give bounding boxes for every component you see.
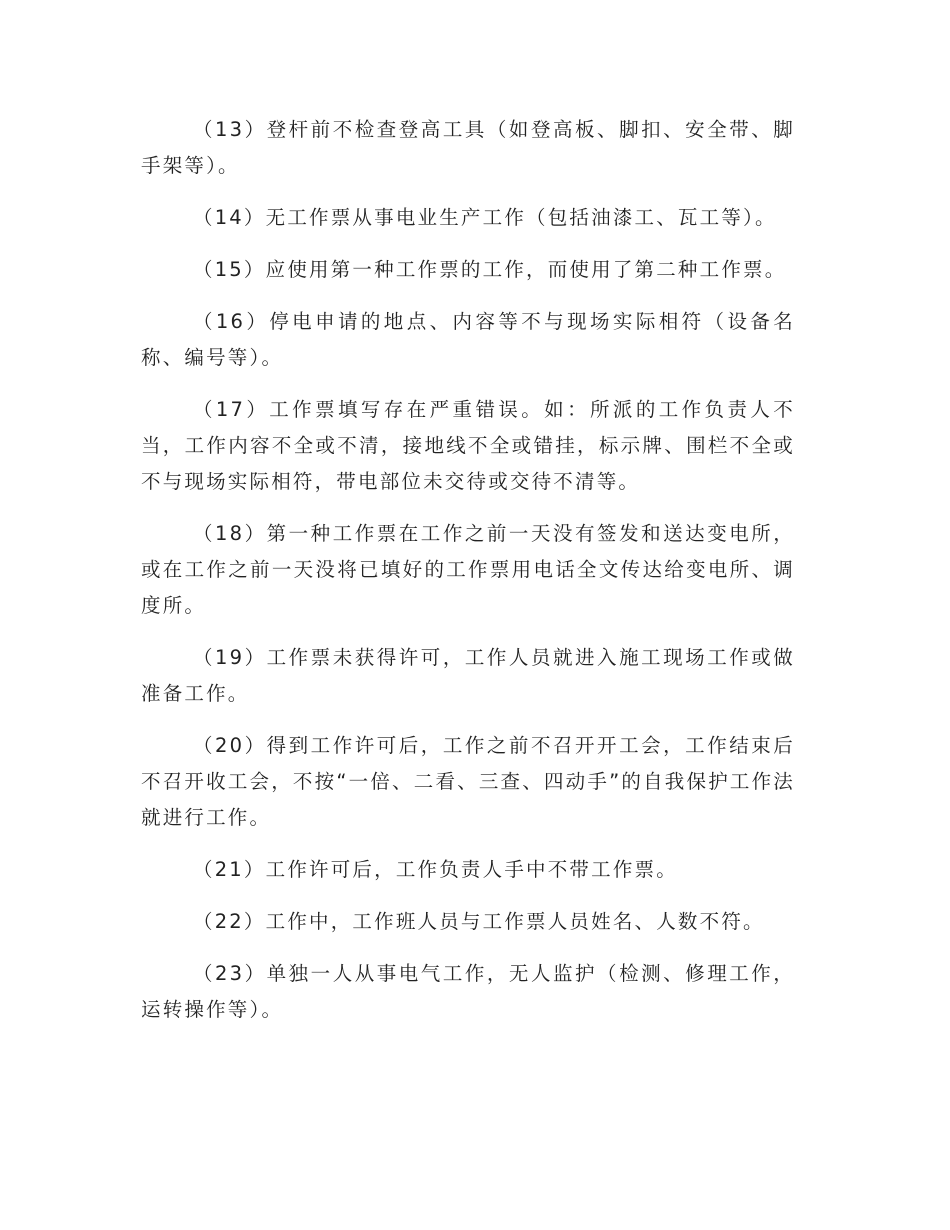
paragraph-18: （18）第一种工作票在工作之前一天没有签发和送达变电所，或在工作之前一天没将已填好的工作票用电话全文传达给变电所、调度所。 <box>141 522 795 617</box>
paragraph-22: （22）工作中，工作班人员与工作票人员姓名、人数不符。 <box>193 910 765 933</box>
paragraph-14: （14）无工作票从事电业生产工作（包括油漆工、瓦工等）。 <box>193 206 777 229</box>
paragraph-13: （13）登杆前不检查登高工具（如登高板、脚扣、安全带、脚手架等）。 <box>141 118 795 177</box>
paragraph-17: （17）工作票填写存在严重错误。如：所派的工作负责人不当，工作内容不全或不清，接地线不全或错挂，标示牌、围栏不全或不与现场实际相符，带电部位未交待或交待不清等。 <box>141 398 795 493</box>
paragraph-23: （23）单独一人从事电气工作，无人监护（检测、修理工作，运转操作等）。 <box>141 962 795 1021</box>
document-body <box>141 112 795 1044</box>
paragraph-21: （21）工作许可后，工作负责人手中不带工作票。 <box>193 858 678 881</box>
paragraph-19: （19）工作票未获得许可，工作人员就进入施工现场工作或做准备工作。 <box>141 646 795 705</box>
paragraph-20: （20）得到工作许可后，工作之前不召开开工会，工作结束后不召开收工会，不按“一倍、二看、三查、四动手”的自我保护工作法就进行工作。 <box>141 734 795 829</box>
paragraph-15: （15）应使用第一种工作票的工作，而使用了第二种工作票。 <box>193 258 787 281</box>
paragraph-16: （16）停电申请的地点、内容等不与现场实际相符（设备名称、编号等）。 <box>141 310 795 369</box>
